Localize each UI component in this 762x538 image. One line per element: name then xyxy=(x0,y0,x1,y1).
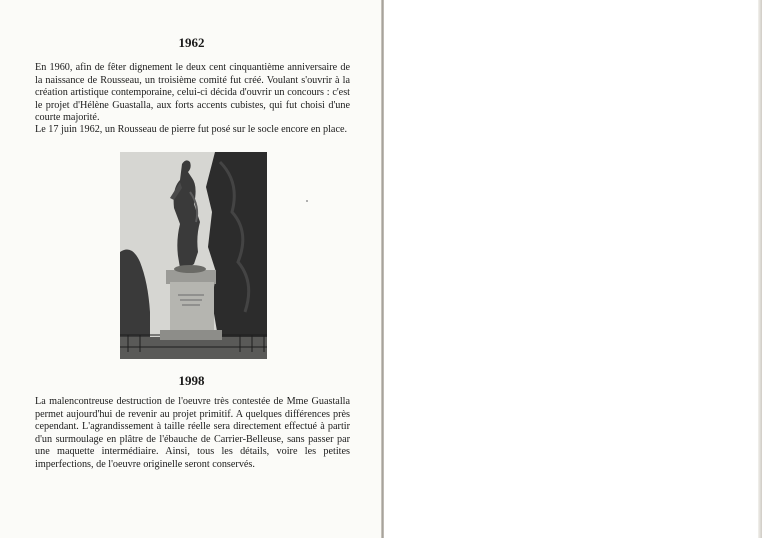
page-edge xyxy=(758,0,762,538)
paragraph-1962: Le 17 juin 1962, un Rousseau de pierre fut posé sur le socle encore en place. xyxy=(35,124,348,135)
heading-1998: 1998 xyxy=(178,373,205,388)
heading-1962: 1962 xyxy=(178,35,205,50)
statue-photo xyxy=(120,152,267,359)
right-page xyxy=(384,0,762,538)
paragraph-1960: En 1960, afin de fêter dignement le deux cent cinquantième anniversaire de la naissance de Rousseau, un troisième comité fut créé. Voulant s'ouvrir à la création artistique contemporaine, celui-ci décida d'ouvrir un concours : c'est le projet d'Hélène Guastalla, aux forts accents cubistes, qui fut choisi d'une courte majorité. xyxy=(35,62,350,123)
page-speck xyxy=(306,200,308,202)
paragraph-1998: La malencontreuse destruction de l'oeuvre très contestée de Mme Guastalla permet aujourd'hui de revenir au projet primitif. A quelques différences près cependant. L'agrandissement à taille réelle sera directement effectué à partir d'un surmoulage en plâtre de l'ébauche de Carrier-Belleuse, sans passer par une maquette intermédiaire. Ainsi, tous les détails, voire les petites imperfections, de l'oeuvre originelle seront conservés. xyxy=(35,396,350,470)
